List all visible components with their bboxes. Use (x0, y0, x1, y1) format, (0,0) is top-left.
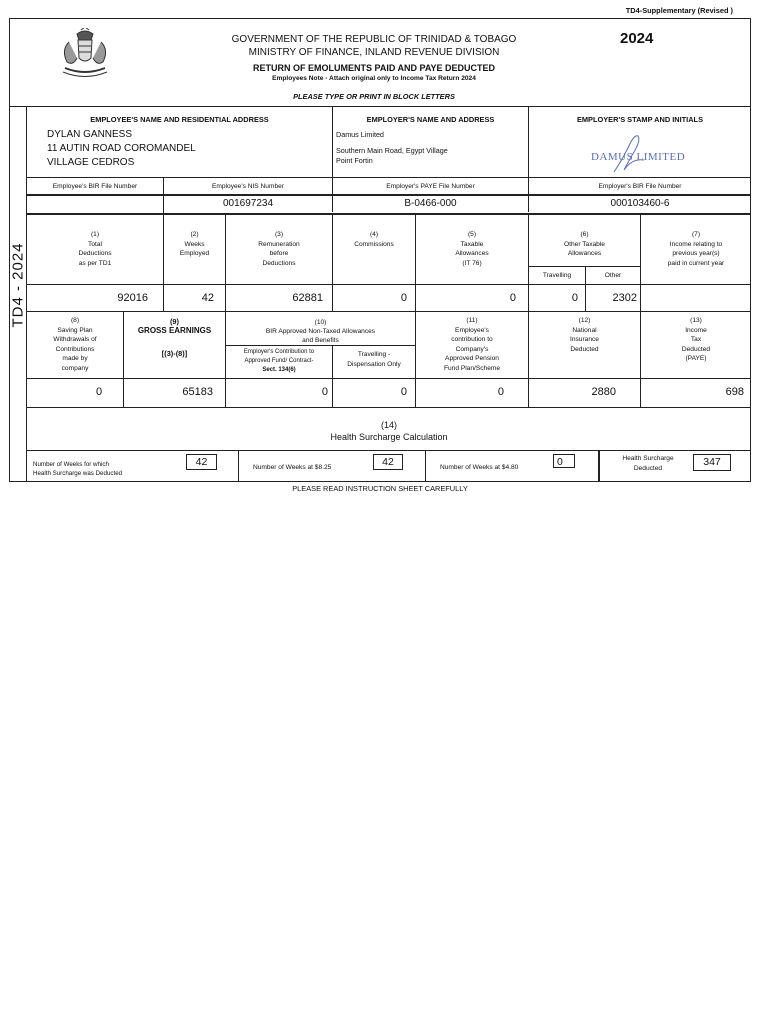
header-col-10-travelling: Travelling - Dispensation Only (347, 351, 401, 368)
value-income-tax: 698 (725, 386, 744, 398)
employer-address-1: Southern Main Road, Egypt Village (336, 146, 448, 155)
health-surcharge-title: Health Surcharge Calculation (330, 432, 448, 442)
value-employee-contribution: 0 (497, 386, 504, 398)
employer-name: Damus Limited (336, 130, 384, 139)
hs-deducted-value: 347 (693, 454, 731, 471)
employer-section-label: EMPLOYER'S NAME AND ADDRESS (366, 115, 495, 124)
header-col-5: (5) Taxable Allowances (IT 76) (455, 231, 489, 267)
hs-weeks-label-1: Number of Weeks for which (33, 461, 109, 468)
side-label: TD4 - 2024 (9, 242, 27, 328)
label-employer-paye: Employer's PAYE File Number (386, 183, 475, 190)
ministry-line: MINISTRY OF FINANCE, INLAND REVENUE DIVISION (248, 47, 500, 58)
print-note: PLEASE TYPE OR PRINT IN BLOCK LETTERS (293, 92, 455, 101)
employee-nis-value: 001697234 (222, 198, 274, 209)
header-col-8: (8) Saving Plan Withdrawals of Contributions made by company (53, 317, 97, 372)
signature-mark (608, 130, 648, 176)
value-total-deductions: 92016 (117, 292, 148, 304)
header-col-9-title: GROSS EARNINGS (137, 326, 212, 335)
value-national-insurance: 2880 (591, 386, 616, 398)
hs-deducted-label-2: Deducted (633, 465, 663, 472)
header-col-4: (4) Commissions (354, 231, 394, 248)
header-col-10-num: (10) (314, 319, 327, 326)
footer-note: PLEASE READ INSTRUCTION SHEET CAREFULLY (292, 484, 468, 493)
employer-paye-value: B-0466-000 (404, 198, 457, 209)
employee-name: DYLAN GANNESS (47, 129, 133, 140)
header-col-2: (2) Weeks Employed (179, 231, 210, 258)
header-col-12: (12) National Insurance Deducted (570, 317, 599, 353)
health-surcharge-num: (14) (380, 420, 397, 430)
header-col-10-title-1: BIR Approved Non-Taxed Allowances (265, 328, 376, 335)
header-col-7: (7) Income relating to previous year(s) paid in current year (667, 231, 725, 267)
header-col-10-title-2: and Benefits (302, 337, 339, 344)
hs-rate2-value: 0 (553, 454, 575, 468)
employer-address-2: Point Fortin (336, 156, 373, 165)
value-taxable-allowances: 0 (509, 292, 516, 304)
employer-bir-value: 000103460-6 (610, 198, 670, 209)
label-employer-bir: Employer's BIR File Number (598, 183, 682, 190)
header-col-6-travelling: Travelling (542, 272, 572, 279)
header-col-10-employer-contribution: Employer's Contribution to Approved Fund/ Contract- Sect. 134(6) (243, 349, 315, 373)
return-title: RETURN OF EMOLUMENTS PAID AND PAYE DEDUCTED (252, 63, 495, 73)
employee-address-1: 11 AUTIN ROAD COROMANDEL (47, 143, 196, 154)
label-employee-nis: Employee's NIS Number (212, 183, 284, 190)
form-year: 2024 (620, 30, 654, 47)
value-travelling: 0 (571, 292, 578, 304)
hs-deducted-label-1: Health Surcharge (622, 455, 674, 462)
value-gross-earnings: 65183 (182, 386, 213, 398)
employee-section-label: EMPLOYEE'S NAME AND RESIDENTIAL ADDRESS (90, 115, 269, 124)
hs-rate1-value: 42 (373, 454, 403, 470)
header-col-3: (3) Remuneration before Deductions (258, 231, 300, 267)
header-col-11: (11) Employee's contribution to Company's Approved Pension Fund Plan/Scheme (443, 317, 501, 372)
label-employee-bir: Employee's BIR File Number (52, 183, 138, 190)
gov-line: GOVERNMENT OF THE REPUBLIC OF TRINIDAD & TOBAGO (231, 34, 517, 45)
value-travelling-dispensation: 0 (400, 386, 407, 398)
header-col-9-formula: [(3)-(8)] (161, 349, 188, 358)
value-weeks-employed: 42 (201, 292, 214, 304)
hs-weeks-value: 42 (186, 454, 217, 470)
header-col-6-other: Other (604, 272, 622, 279)
hs-rate1-label: Number of Weeks at $8.25 (253, 464, 332, 471)
header-col-6: (6) Other Taxable Allowances (564, 231, 605, 258)
header-col-1: (1) Total Deductions as per TD1 (78, 231, 112, 267)
value-saving-plan: 0 (95, 386, 103, 398)
hs-weeks-label-2: Health Surcharge was Deducted (33, 470, 123, 477)
header-col-13: (13) Income Tax Deducted (PAYE) (681, 317, 711, 363)
employee-note: Employees Note - Attach original only to Income Tax Return 2024 (272, 75, 476, 82)
hs-rate2-label: Number of Weeks at $4.80 (440, 464, 519, 471)
employer-stamp: DAMUS LIMITED (591, 151, 686, 163)
value-other: 2302 (612, 292, 637, 304)
value-employer-contribution: 0 (321, 386, 328, 398)
stamp-section-label: EMPLOYER'S STAMP AND INITIALS (576, 115, 704, 124)
value-remuneration: 62881 (292, 292, 323, 304)
header-col-9-num: (9) (169, 317, 180, 326)
form-code: TD4-Supplementary (Revised ) (625, 6, 733, 15)
employee-address-2: VILLAGE CEDROS (47, 157, 135, 168)
value-commissions: 0 (400, 292, 407, 304)
coat-of-arms-icon (55, 28, 115, 82)
